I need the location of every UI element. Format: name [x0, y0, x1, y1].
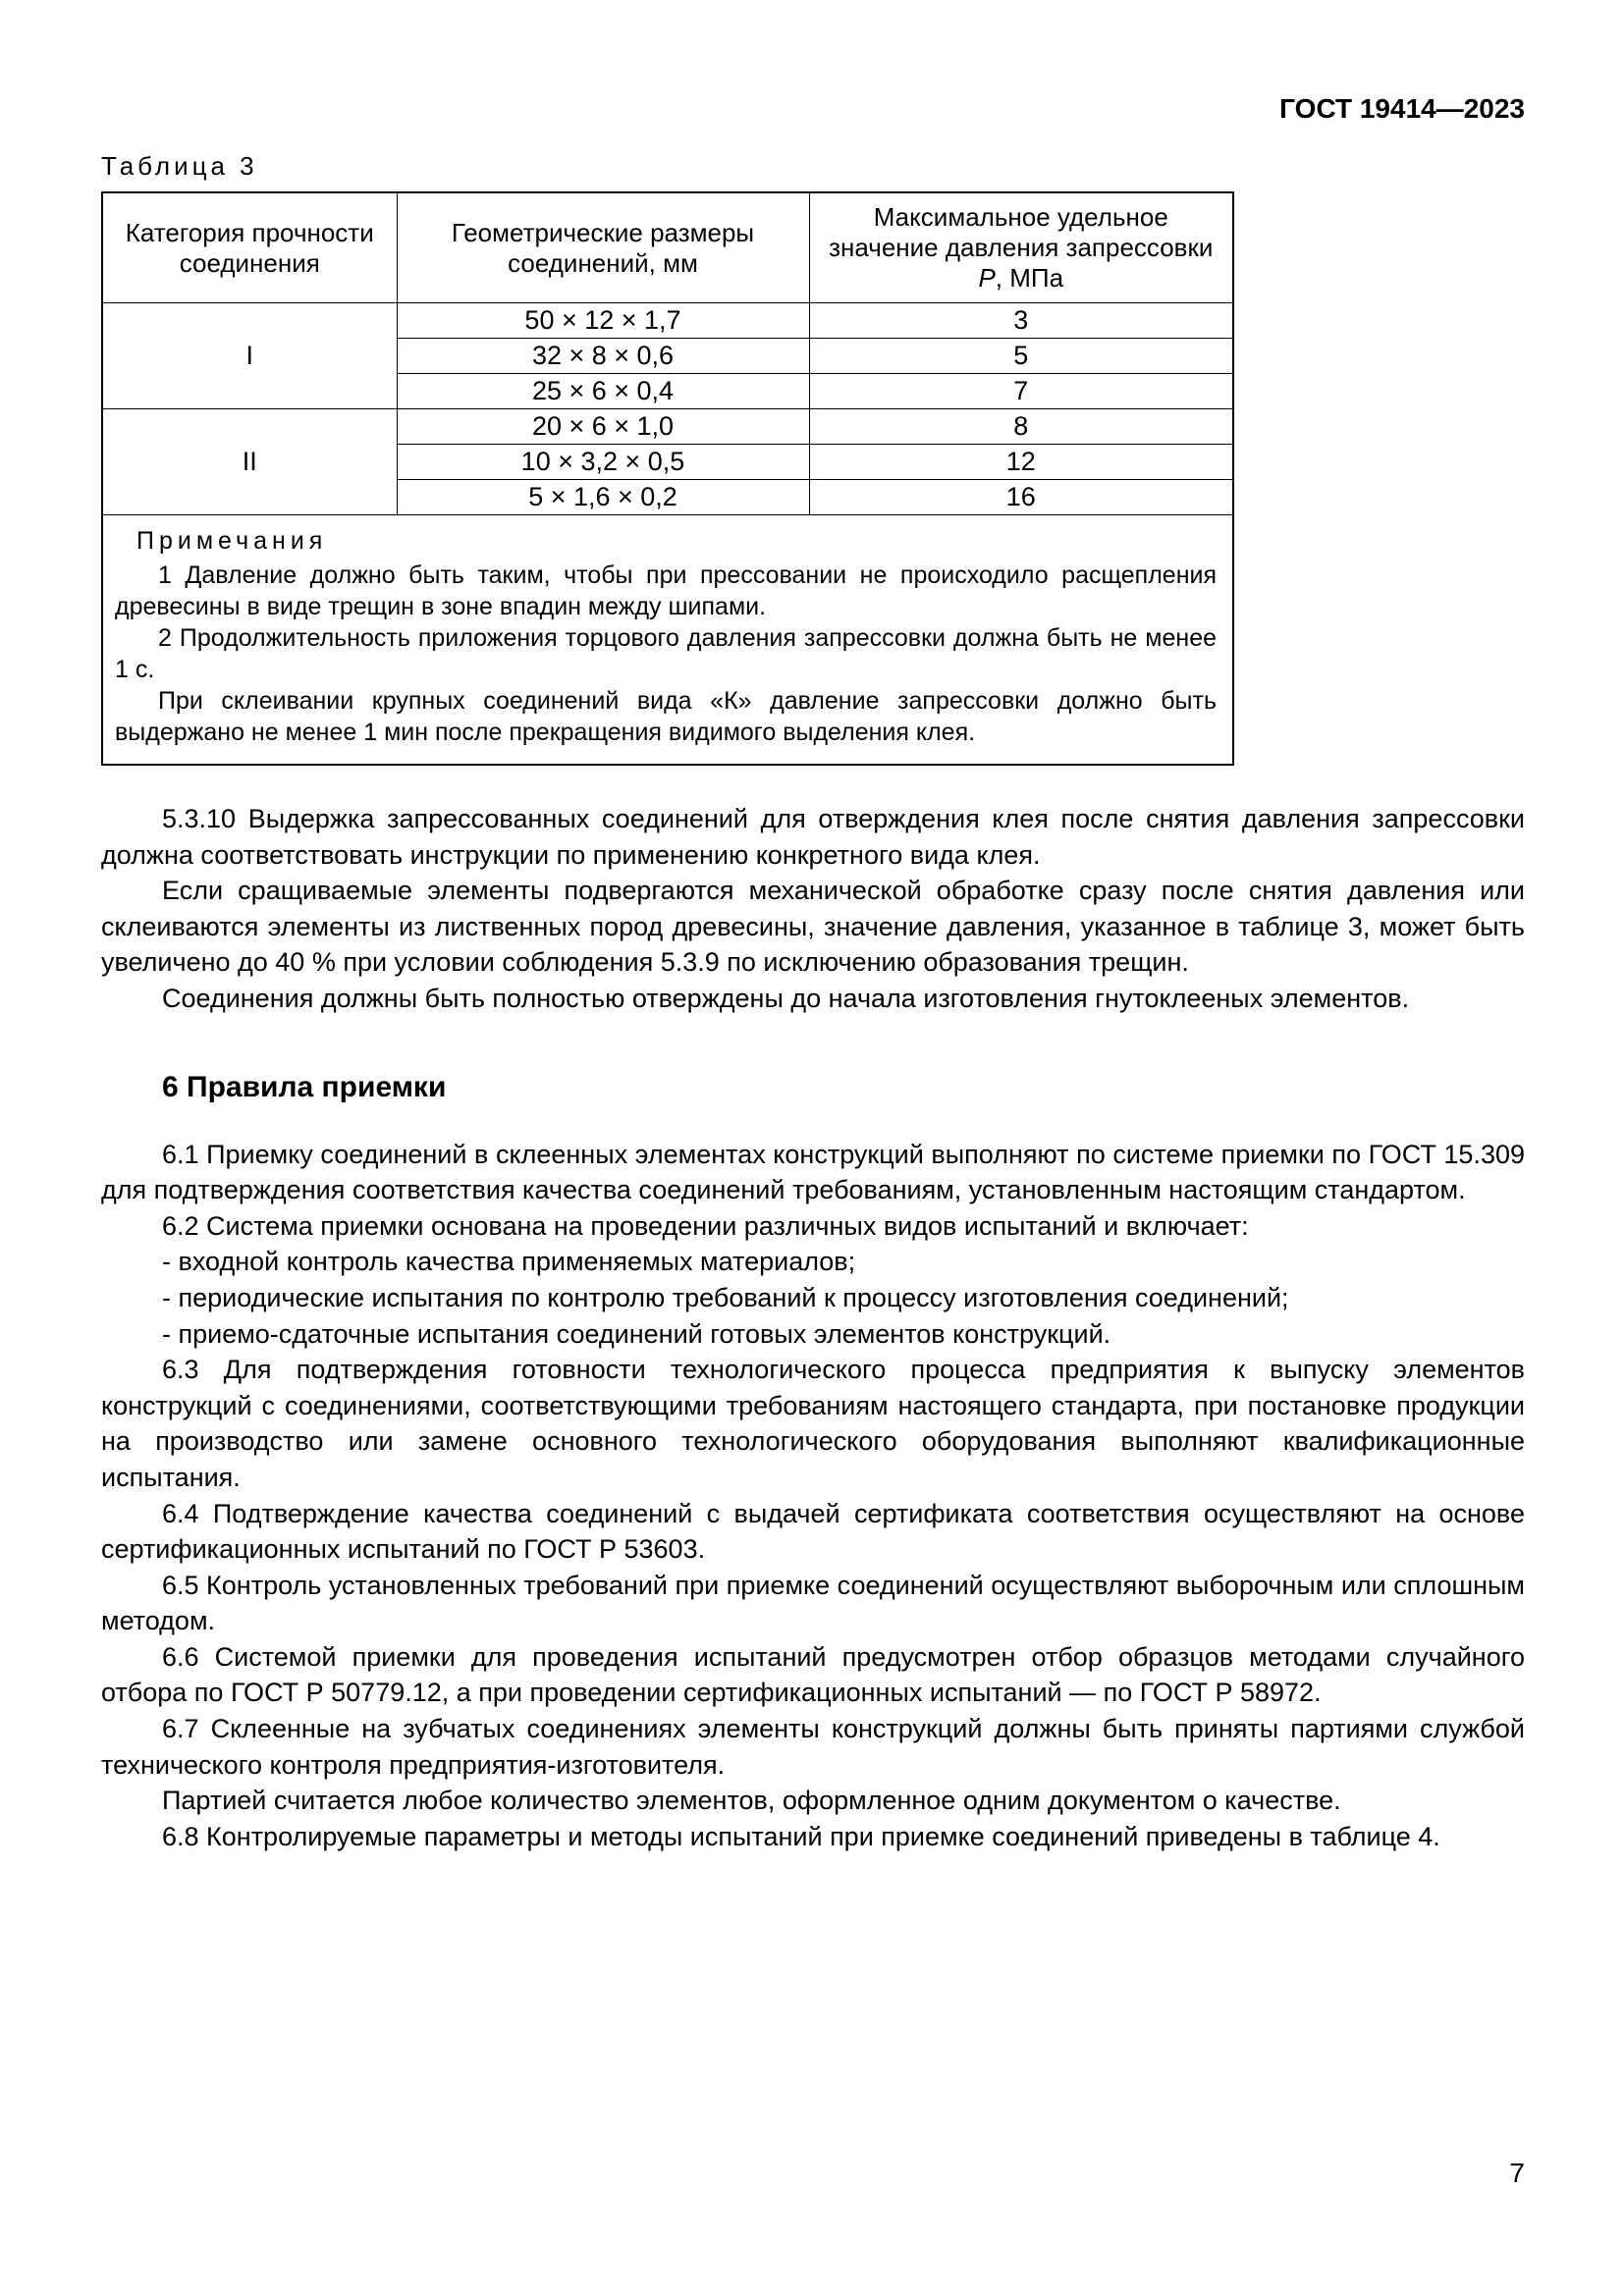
list-item: - приемо-сдаточные испытания соединений готовых элементов конструкций.	[162, 1318, 1111, 1349]
paragraph-6-4: 6.4 Подтверждение качества соединений с выдачей сертификата соответствия осуществляют на основе сертификационных испытаний по ГОСТ Р 53603.	[101, 1498, 1525, 1565]
page-content	[101, 0, 1525, 1854]
table-header-row	[102, 192, 1233, 303]
paragraph-6-7: 6.7 Склеенные на зубчатых соединениях элементы конструкций должны быть приняты партиями службой технического контроля предприятия-изготовителя.	[101, 1714, 1525, 1780]
category-cell-II: II	[102, 409, 397, 515]
pressure-cell: 3	[809, 303, 1233, 339]
pressure-cell: 7	[809, 374, 1233, 409]
table-notes-row	[102, 515, 1233, 766]
size-cell: 20 × 6 × 1,0	[397, 409, 809, 445]
table-header-pressure-unit: , МПа	[995, 263, 1064, 293]
pressure-cell: 12	[809, 445, 1233, 480]
table-row	[102, 303, 1233, 339]
pressure-cell: 5	[809, 339, 1233, 374]
pressure-cell: 16	[809, 480, 1233, 515]
pressure-cell: 8	[809, 409, 1233, 445]
section-5-text	[101, 801, 1525, 1017]
pressure-variable-symbol: Р	[978, 263, 996, 293]
note-2-continuation: При склеивании крупных соединений вида «К» давление запрессовки должно быть выдержано не менее 1 мин после прекращения видимого выделения клея.	[115, 687, 1217, 746]
table-caption: Таблица 3	[101, 151, 258, 181]
size-cell: 5 × 1,6 × 0,2	[397, 480, 809, 515]
running-header-doc-code: ГОСТ 19414—2023	[1279, 93, 1525, 124]
section-6-heading: 6 Правила приемки	[162, 1070, 447, 1103]
note-1: 1 Давление должно быть таким, чтобы при прессовании не происходило расщепления древесины в виде трещин в зоне впадин между шипами.	[115, 561, 1217, 620]
size-cell: 25 × 6 × 0,4	[397, 374, 809, 409]
table-row	[102, 409, 1233, 445]
table-header-sizes: Геометрические размеры соединений, мм	[397, 192, 809, 303]
table-3	[101, 191, 1234, 766]
notes-title: Примечания	[136, 527, 328, 555]
paragraph: Партией считается любое количество элементов, оформленное одним документом о качестве.	[162, 1786, 1341, 1816]
paragraph-6-2: 6.2 Система приемки основана на проведении различных видов испытаний и включает:	[162, 1210, 1249, 1241]
category-cell-I: I	[102, 303, 397, 409]
table-notes	[102, 515, 1233, 766]
paragraph: Соединения должны быть полностью отверждены до начала изготовления гнутоклееных элементов.	[162, 983, 1410, 1013]
size-cell: 10 × 3,2 × 0,5	[397, 445, 809, 480]
list-item: - входной контроль качества применяемых материалов;	[162, 1247, 856, 1277]
table-header-pressure	[809, 192, 1233, 303]
paragraph: Если сращиваемые элементы подвергаются механической обработке сразу после снятия давления или склеиваются элементы из лиственных пород древесины, значение давления, указанное в таблице 3, может быть увеличено до 40 % при условии соблюдения 5.3.9 по исключению образования трещин.	[101, 876, 1525, 978]
paragraph-6-1: 6.1 Приемку соединений в склеенных элементах конструкций выполняют по системе приемки по ГОСТ 15.309 для подтверждения соответствия качества соединений требованиям, установленным настоящим стандартом.	[101, 1139, 1525, 1205]
size-cell: 50 × 12 × 1,7	[397, 303, 809, 339]
table-header-pressure-text: Максимальное удельное значение давления запрессовки	[829, 202, 1214, 262]
paragraph-6-3: 6.3 Для подтверждения готовности технологического процесса предприятия к выпуску элементов конструкций с соединениями, соответствующими требованиям настоящего стандарта, при постановке продукции на производство или замене основного технологического оборудования выполняют квалификационные испытания.	[101, 1355, 1525, 1492]
paragraph-6-5: 6.5 Контроль установленных требований при приемке соединений осуществляют выборочным или сплошным методом.	[101, 1570, 1525, 1636]
paragraph-5-3-10: 5.3.10 Выдержка запрессованных соединений для отверждения клея после снятия давления запрессовки должна соответствовать инструкции по применению конкретного вида клея.	[101, 804, 1525, 870]
section-6-text	[101, 1137, 1525, 1855]
paragraph-6-6: 6.6 Системой приемки для проведения испытаний предусмотрен отбор образцов методами случайного отбора по ГОСТ Р 50779.12, а при проведении сертификационных испытаний — по ГОСТ Р 58972.	[101, 1641, 1525, 1708]
list-item: - периодические испытания по контролю требований к процессу изготовления соединений;	[162, 1282, 1289, 1312]
table-header-category: Категория прочности соединения	[102, 192, 397, 303]
paragraph-6-8: 6.8 Контролируемые параметры и методы испытаний при приемке соединений приведены в таблице 4.	[162, 1821, 1440, 1851]
note-2: 2 Продолжительность приложения торцового давления запрессовки должна быть не менее 1 с.	[115, 624, 1217, 683]
size-cell: 32 × 8 × 0,6	[397, 339, 809, 374]
page-number: 7	[1509, 2158, 1525, 2188]
